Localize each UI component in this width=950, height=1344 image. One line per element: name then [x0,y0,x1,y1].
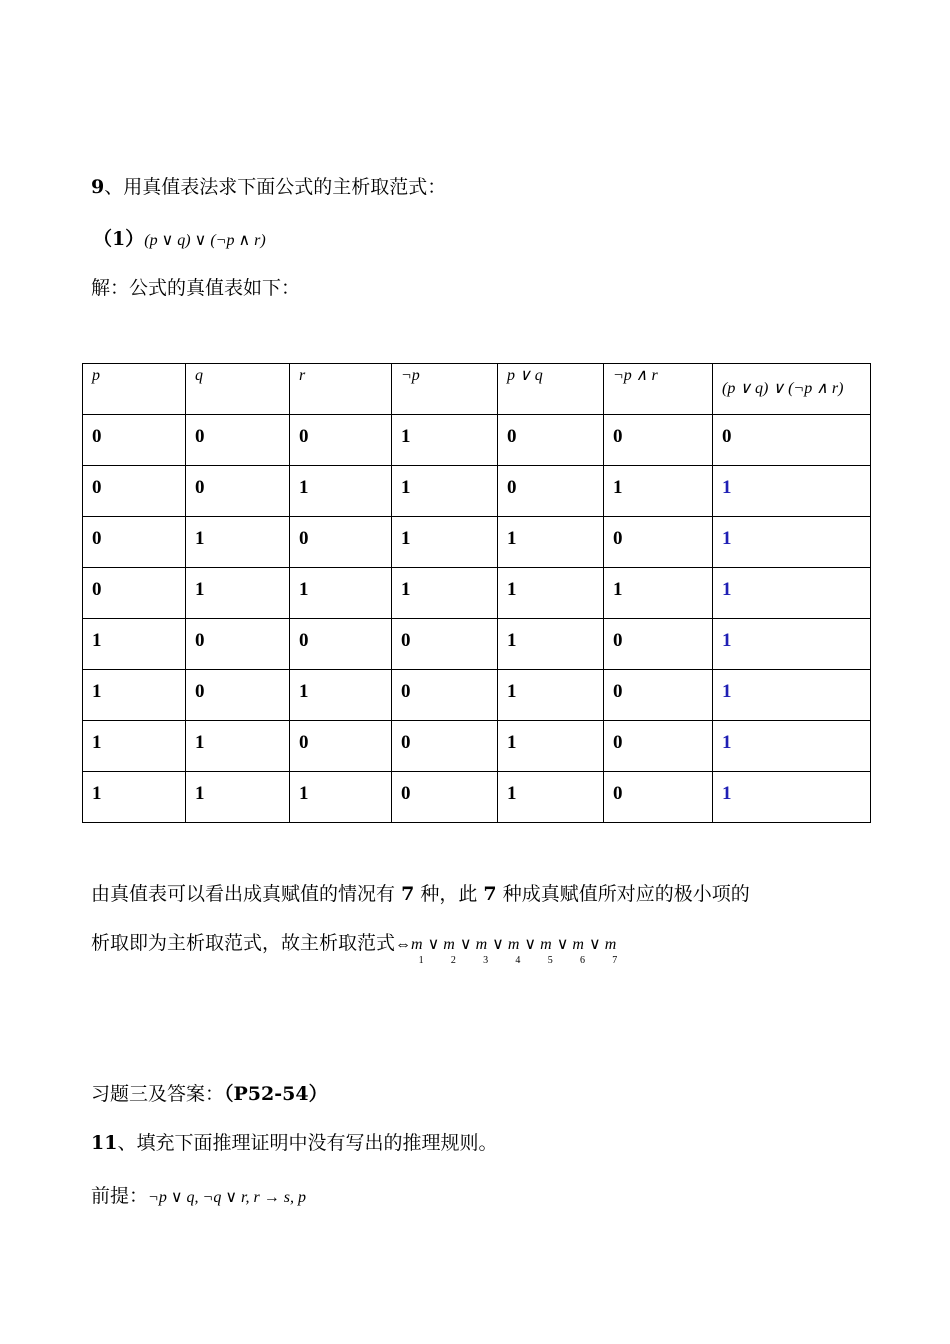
exercise-3-title: 习题三及答案： [91,1083,225,1105]
truth-table [82,363,871,823]
conclusion-text-c: 种成真赋值所对应的极小项的 [502,883,750,905]
question-11-heading [91,1128,497,1155]
or-operator: ∨ [552,936,573,953]
table-cell: 1 [290,772,392,823]
conclusion-text-b: 种，此 [420,883,478,905]
table-cell: 1 [498,517,604,568]
minterm-index: 3 [483,955,489,966]
table-cell: 1 [392,517,498,568]
minterm: m [507,936,520,953]
conclusion-text-a: 由真值表可以看出成真赋值的情况有 [91,883,396,905]
or-operator: ∨ [584,936,605,953]
table-cell: 1 [498,568,604,619]
question-11-number: 11 [91,1132,118,1154]
table-cell: 1 [604,568,713,619]
table-cell: 0 [604,772,713,823]
conclusion-line-1 [91,879,750,906]
premise-formulas: ¬p ∨ q, ¬q ∨ r, r → s, p [148,1189,306,1206]
table-cell: 0 [392,721,498,772]
minterm-index: 5 [547,955,553,966]
table-cell: 0 [290,721,392,772]
table-cell: 1 [83,772,186,823]
table-cell: 1 [392,415,498,466]
column-header: p [83,364,186,415]
column-header: ¬p [392,364,498,415]
table-row [83,415,871,466]
table-cell: 0 [392,670,498,721]
table-cell: 0 [83,568,186,619]
table-cell: 1 [713,619,871,670]
table-cell: 0 [186,415,290,466]
table-cell: 1 [498,619,604,670]
table-cell: 0 [604,517,713,568]
table-cell: 1 [713,721,871,772]
minterm: m [604,936,617,953]
table-cell: 1 [83,670,186,721]
table-cell: 1 [83,619,186,670]
table-cell: 1 [498,772,604,823]
table-cell: 0 [290,415,392,466]
minterm-index: 2 [450,955,456,966]
table-row [83,619,871,670]
minterm-index: 4 [515,955,521,966]
minterm-index: 7 [612,955,618,966]
table-cell: 1 [290,466,392,517]
table-cell: 0 [83,517,186,568]
table-cell: 0 [186,466,290,517]
minterm-index: 1 [418,955,424,966]
part-label: （1） [93,228,145,250]
table-cell: 1 [713,568,871,619]
column-header: ¬p ∧ r [604,364,713,415]
column-header: q [186,364,290,415]
column-header: (p ∨ q) ∨ (¬p ∧ r) [713,364,871,415]
table-cell: 0 [392,772,498,823]
or-operator: ∨ [488,936,508,953]
table-cell: 1 [186,517,290,568]
solution-intro: 解：公式的真值表如下： [91,277,301,299]
table-cell: 0 [186,619,290,670]
table-row [83,568,871,619]
table-cell: 1 [186,772,290,823]
part-1-line [93,224,266,251]
table-cell: 1 [713,517,871,568]
exercise-3-pages: （P52-54） [224,1083,328,1105]
table-row [83,517,871,568]
table-row [83,670,871,721]
table-row [83,772,871,823]
question-number: 9 [91,176,105,198]
table-cell: 1 [186,721,290,772]
table-cell: 0 [186,670,290,721]
part-formula: (p ∨ q) ∨ (¬p ∧ r) [144,232,266,249]
table-row [83,721,871,772]
table-cell: 0 [290,517,392,568]
minterm: m [443,936,455,953]
table-header-row [83,364,871,415]
table-cell: 0 [392,619,498,670]
column-header: r [290,364,392,415]
minterm: m [411,936,423,953]
table-cell: 0 [498,415,604,466]
equivalence-symbol: ⇔ [395,936,412,953]
minterm: m [540,936,552,953]
truth-table-body [83,364,871,823]
table-cell: 1 [498,670,604,721]
conclusion-line-2 [91,928,618,966]
question-text: 、用真值表法求下面公式的主析取范式： [104,176,447,198]
table-cell: 0 [713,415,871,466]
table-cell: 1 [290,568,392,619]
table-cell: 0 [83,466,186,517]
true-assignment-count: 7 [401,883,415,905]
table-cell: 0 [604,721,713,772]
table-cell: 1 [186,568,290,619]
minterm: m [572,936,584,953]
or-operator: ∨ [520,936,541,953]
column-header: p ∨ q [498,364,604,415]
exercise-3-heading [91,1079,328,1106]
premise-label: 前提： [91,1185,149,1207]
table-cell: 1 [392,568,498,619]
table-cell: 1 [713,466,871,517]
table-cell: 0 [498,466,604,517]
true-assignment-count-repeat: 7 [483,883,497,905]
question-11-text: 、填充下面推理证明中没有写出的推理规则。 [117,1132,498,1154]
or-operator: ∨ [423,936,444,953]
table-cell: 1 [713,772,871,823]
minterm: m [475,936,488,953]
minterm-index: 6 [579,955,585,966]
question-9-heading [91,172,446,199]
minterm-disjunction [411,936,618,966]
table-row [83,466,871,517]
table-cell: 0 [604,619,713,670]
table-cell: 1 [498,721,604,772]
table-cell: 1 [392,466,498,517]
table-cell: 1 [713,670,871,721]
table-cell: 1 [604,466,713,517]
table-cell: 0 [604,670,713,721]
table-cell: 0 [604,415,713,466]
table-cell: 0 [290,619,392,670]
table-cell: 1 [83,721,186,772]
or-operator: ∨ [455,936,476,953]
table-cell: 0 [83,415,186,466]
conclusion-text-line2: 析取即为主析取范式，故主析取范式 [91,932,396,954]
premise-line [91,1181,306,1208]
table-cell: 1 [290,670,392,721]
